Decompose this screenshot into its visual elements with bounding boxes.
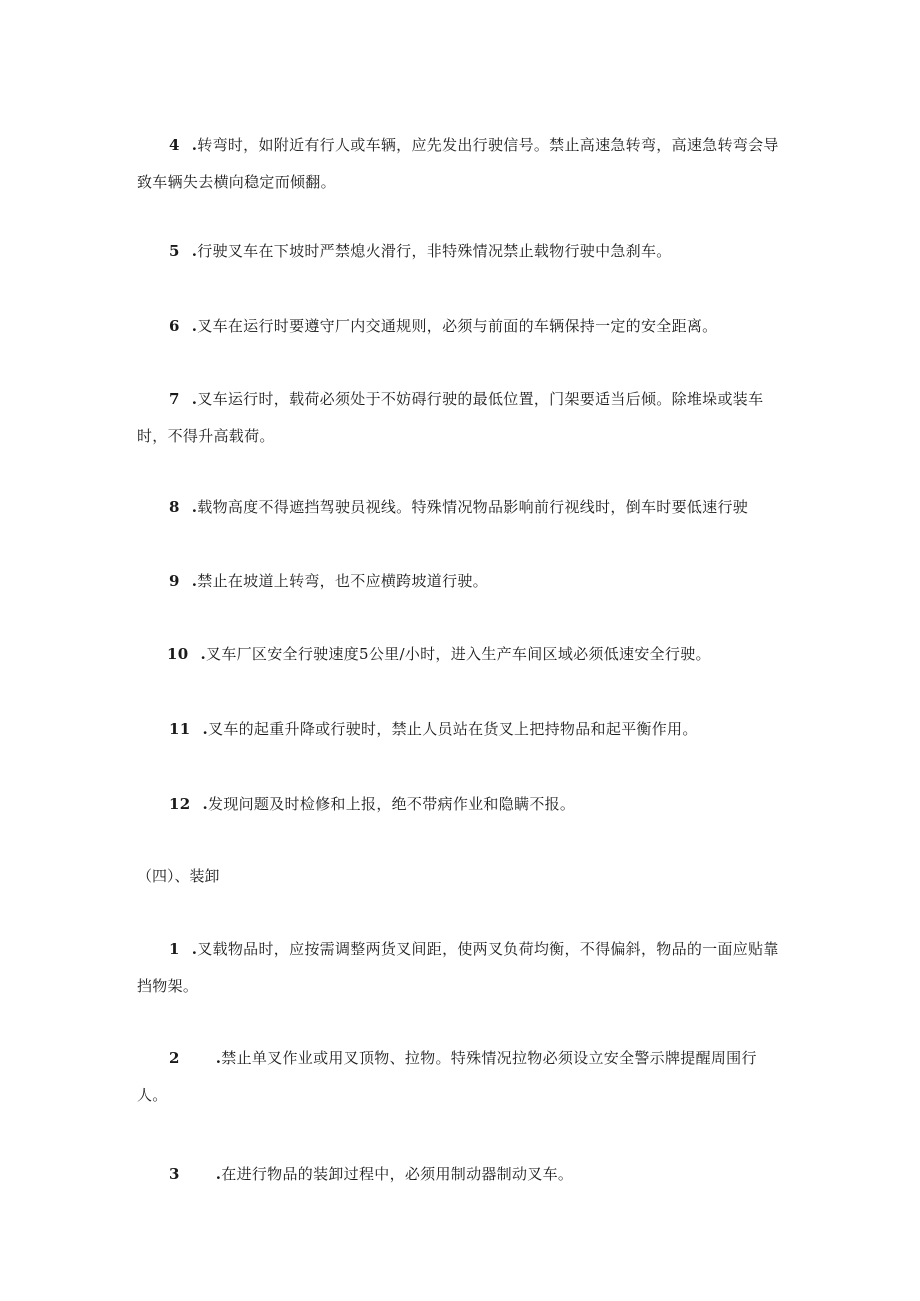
item-number: 7 xyxy=(169,390,180,408)
item-number: 10 xyxy=(167,645,189,663)
item-dot: . xyxy=(215,1165,222,1183)
item-text: 转弯时，如附近有行人或车辆，应先发出行驶信号。禁止高速急转弯，高速急转弯会导致车辆失去横向稳定而倾翻。 xyxy=(137,136,779,191)
section-heading: （四）、装卸 xyxy=(137,867,220,885)
item-text: 行驶叉车在下坡时严禁熄火滑行，非特殊情况禁止载物行驶中急刹车。 xyxy=(197,242,672,260)
item-text: 载物高度不得遮挡驾驶员视线。特殊情况物品影响前行视线时，倒车时要低速行驶 xyxy=(197,498,749,516)
item-dot: . xyxy=(191,572,198,590)
item-dot: . xyxy=(200,645,207,663)
item-number: 1 xyxy=(169,940,180,958)
item-dot: . xyxy=(191,242,198,260)
item-text: 叉载物品时，应按需调整两货叉间距，使两叉负荷均衡，不得偏斜，物品的一面应贴靠挡物架。 xyxy=(137,940,779,995)
item-dot: . xyxy=(191,498,198,516)
item-number: 9 xyxy=(169,572,180,590)
list-item-4-2 xyxy=(137,1040,757,1114)
list-item-7 xyxy=(137,381,785,455)
list-item-12 xyxy=(137,786,785,823)
list-item-6 xyxy=(137,308,785,345)
item-dot: . xyxy=(191,317,198,335)
list-item-8 xyxy=(137,489,785,526)
item-number: 4 xyxy=(169,136,180,154)
item-number: 2 xyxy=(169,1049,180,1067)
item-text: 在进行物品的装卸过程中，必须用制动器制动叉车。 xyxy=(221,1165,574,1183)
item-dot: . xyxy=(191,390,198,408)
item-text: 叉车的起重升降或行驶时，禁止人员站在货叉上把持物品和起平衡作用。 xyxy=(208,720,698,738)
item-number: 5 xyxy=(169,242,180,260)
list-item-4 xyxy=(137,127,785,201)
item-number: 12 xyxy=(169,795,191,813)
item-text: 叉车运行时，载荷必须处于不妨碍行驶的最低位置，门架要适当后倾。除堆垛或装车时，不得升高载荷。 xyxy=(137,390,764,445)
item-dot: . xyxy=(202,720,209,738)
item-text: 禁止单叉作业或用叉顶物、拉物。特殊情况拉物必须设立安全警示牌提醒周围行人。 xyxy=(137,1049,757,1104)
item-number: 11 xyxy=(169,720,191,738)
item-number: 8 xyxy=(169,498,180,516)
list-item-5 xyxy=(137,233,785,270)
item-text: 叉车厂区安全行驶速度5公里/小时，进入生产车间区域必须低速安全行驶。 xyxy=(206,645,711,663)
item-dot: . xyxy=(191,136,198,154)
item-dot: . xyxy=(191,940,198,958)
item-text: 禁止在坡道上转弯，也不应横跨坡道行驶。 xyxy=(197,572,488,590)
item-number: 6 xyxy=(169,317,180,335)
item-text: 叉车在运行时要遵守厂内交通规则，必须与前面的车辆保持一定的安全距离。 xyxy=(197,317,718,335)
item-dot: . xyxy=(215,1049,222,1067)
item-number: 3 xyxy=(169,1165,180,1183)
item-text: 发现问题及时检修和上报，绝不带病作业和隐瞒不报。 xyxy=(208,795,576,813)
list-item-4-1 xyxy=(137,931,785,1005)
item-dot: . xyxy=(202,795,209,813)
list-item-10 xyxy=(137,636,785,673)
list-item-9 xyxy=(137,563,785,600)
list-item-11 xyxy=(137,711,785,748)
list-item-4-3 xyxy=(137,1156,785,1193)
